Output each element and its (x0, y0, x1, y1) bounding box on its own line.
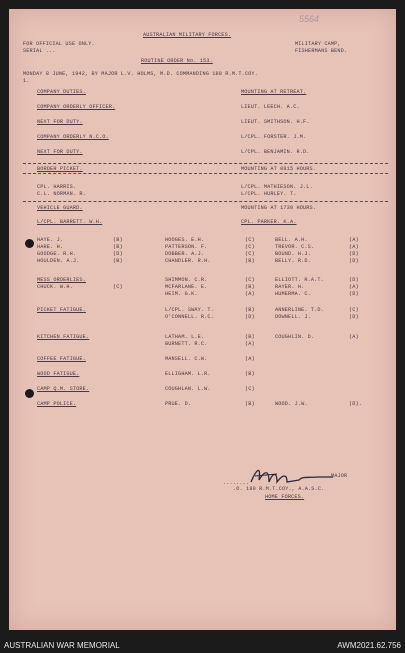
roster-group: (D) (245, 314, 255, 320)
duty-label: NEXT FOR DUTY. (37, 149, 83, 155)
guard-right-2: L/CPL. HURLEY. T. (241, 191, 297, 197)
roster-name: DOWNELL. J. (275, 314, 311, 320)
roster-group: (C) (245, 251, 255, 257)
roster-name: BOUND. H.J. (275, 251, 311, 257)
roster-group: (B) (245, 284, 255, 290)
roster-group: (A) (349, 284, 359, 290)
vehicle-guard-mounting: MOUNTING AT 1730 HOURS. (241, 205, 317, 211)
roster-group: (A) (245, 356, 255, 362)
roster-name: HUMERMA. C. (275, 291, 311, 297)
roster-label: KITCHEN FATIGUE. (37, 334, 90, 340)
roster-name: PATTERSON. F. (165, 244, 208, 250)
roster-group: (C) (113, 284, 123, 290)
roster-group: (C) (349, 307, 359, 313)
roster-group: (B) (113, 244, 123, 250)
document-page (9, 9, 396, 630)
roster-name: O'CONNELL. R.C. (165, 314, 214, 320)
roster-name: ELLIGHAM. L.R. (165, 371, 211, 377)
duty-label: NEXT FOR DUTY. (37, 119, 83, 125)
punch-hole (25, 239, 34, 248)
roster-name: COUGHLIN. D. (275, 334, 315, 340)
serial-line: SERIAL ... (23, 48, 56, 54)
vehicle-guard-cpl: CPL. PARKER. K.A. (241, 219, 297, 225)
punch-hole (25, 389, 34, 398)
roster-name: CHUCK. W.H. (37, 284, 73, 290)
roster-label: CAMP POLICE. (37, 401, 77, 407)
roster-name: COUGHLAN. L.W. (165, 386, 211, 392)
roster-name: PRUE. D. (165, 401, 192, 407)
roster-group: (D) (349, 277, 359, 283)
handwritten-number: 5564 (299, 14, 320, 24)
camp-location: FISHERMANS BEND. (295, 48, 348, 54)
duty-value: LIEUT. SMITHSON. H.F. (241, 119, 310, 125)
signature-place: HOME FORCES. (265, 494, 305, 500)
org-title: AUSTRALIAN MILITARY FORCES. (143, 32, 232, 38)
roster-name: BURNETT. R.C. (165, 341, 208, 347)
roster-group: (A) (245, 341, 255, 347)
divider (23, 163, 388, 164)
roster-name: BELL. A.H. (275, 237, 308, 243)
camp-name: MILITARY CAMP, (295, 41, 341, 47)
roster-label: PICKET FATIGUE. (37, 307, 86, 313)
roster-group: (D) (349, 258, 359, 264)
roster-group: (D). (349, 401, 363, 407)
guard-right-1: L/CPL. MATHIESON. J.L. (241, 184, 313, 190)
roster-name: HOULDEN. A.J. (37, 258, 80, 264)
duty-label: COMPANY DUTIES. (37, 89, 86, 95)
roster-name: MCFARLANE. E. (165, 284, 208, 290)
duty-value: L/CPL. FORSTER. J.M. (241, 134, 307, 140)
order-title: ROUTINE ORDER No. 153. (141, 58, 213, 64)
order-line: MONDAY 8 JUNE, 1942, BY MAJOR L.V. HOLMS, M.D. COMMANDING 180 R.M.T.COY. (23, 71, 258, 77)
roster-group: (C) (245, 237, 255, 243)
roster-name: WOOD. J.W. (275, 401, 308, 407)
roster-group: (B) (245, 258, 255, 264)
roster-name: SHIMMON. C.R. (165, 277, 208, 283)
roster-group: (B) (113, 258, 123, 264)
duty-value: L/CPL. BENJAMIN. R.D. (241, 149, 310, 155)
roster-group: (D) (349, 251, 359, 257)
roster-name: HEIM. G.K. (165, 291, 198, 297)
roster-name: L/CPL. SWAY. T. (165, 307, 214, 313)
roster-label: CAMP Q.M. STORE. (37, 386, 90, 392)
roster-label: MESS ORDERLIES. (37, 277, 86, 283)
roster-group: (A) (349, 334, 359, 340)
official-use: FOR OFFICIAL USE ONLY. (23, 41, 95, 47)
roster-name: BELLY. R.D. (275, 258, 311, 264)
vehicle-guard-heading: VEHICLE GUARD. (37, 205, 83, 211)
roster-group: (B) (113, 237, 123, 243)
roster-label: COFFEE FATIGUE. (37, 356, 86, 362)
divider (23, 173, 388, 174)
duty-value: MOUNTING AT RETREAT. (241, 89, 307, 95)
roster-name: ANNERLINE. T.D. (275, 307, 324, 313)
guard-left-2: C.L. NORMAN. R. (37, 191, 86, 197)
roster-name: HARE. H. (37, 244, 64, 250)
roster-group: (A) (245, 291, 255, 297)
duty-label: COMPANY ORDERLY OFFICER. (37, 104, 116, 110)
roster-name: TREVOR. C.S. (275, 244, 315, 250)
roster-group: (D) (349, 314, 359, 320)
guard-heading: BORDER PICKET. (37, 166, 83, 172)
divider (23, 201, 388, 202)
roster-group: (B) (245, 401, 255, 407)
roster-group: (B) (245, 371, 255, 377)
roster-group: (C) (245, 277, 255, 283)
roster-name: HAYE. J. (37, 237, 64, 243)
signature-rank: MAJOR (331, 473, 348, 479)
duty-label: COMPANY ORDERLY N.C.O. (37, 134, 109, 140)
guard-left-1: CPL. HARRIS. (37, 184, 77, 190)
order-number: 1. (23, 78, 30, 84)
duty-value: LIEUT. LEECH. A.C. (241, 104, 300, 110)
roster-group: (A) (349, 237, 359, 243)
roster-name: DOBBER. A.J. (165, 251, 205, 257)
roster-name: CHANDLER. R.H. (165, 258, 211, 264)
roster-group: (C) (245, 386, 255, 392)
roster-name: ELLIOTT. R.A.T. (275, 277, 324, 283)
roster-name: HOOGES. E.H. (165, 237, 205, 243)
roster-name: RAYER. H. (275, 284, 305, 290)
roster-name: LATHAM. L.E. (165, 334, 205, 340)
roster-name: MANSELL. C.W. (165, 356, 208, 362)
signature-dots: ........ (223, 480, 250, 486)
signature-unit: .O. 180 R.M.T.COY., A.A.S.C. (233, 486, 325, 492)
roster-name: GOODGE. R.H. (37, 251, 77, 257)
roster-label: WOOD FATIGUE. (37, 371, 80, 377)
vehicle-guard-nco: L/CPL. BARRETT. W.H. (37, 219, 103, 225)
roster-group: (C) (245, 244, 255, 250)
roster-group: (D) (113, 251, 123, 257)
footer-left: AUSTRALIAN WAR MEMORIAL (4, 641, 120, 650)
roster-group: (B) (245, 334, 255, 340)
roster-group: (A) (349, 244, 359, 250)
footer-right: AWM2021.62.756 (337, 641, 401, 650)
roster-group: (B) (245, 307, 255, 313)
guard-mounting: MOUNTING AT 0815 HOURS. (241, 166, 317, 172)
roster-group: (D) (349, 291, 359, 297)
